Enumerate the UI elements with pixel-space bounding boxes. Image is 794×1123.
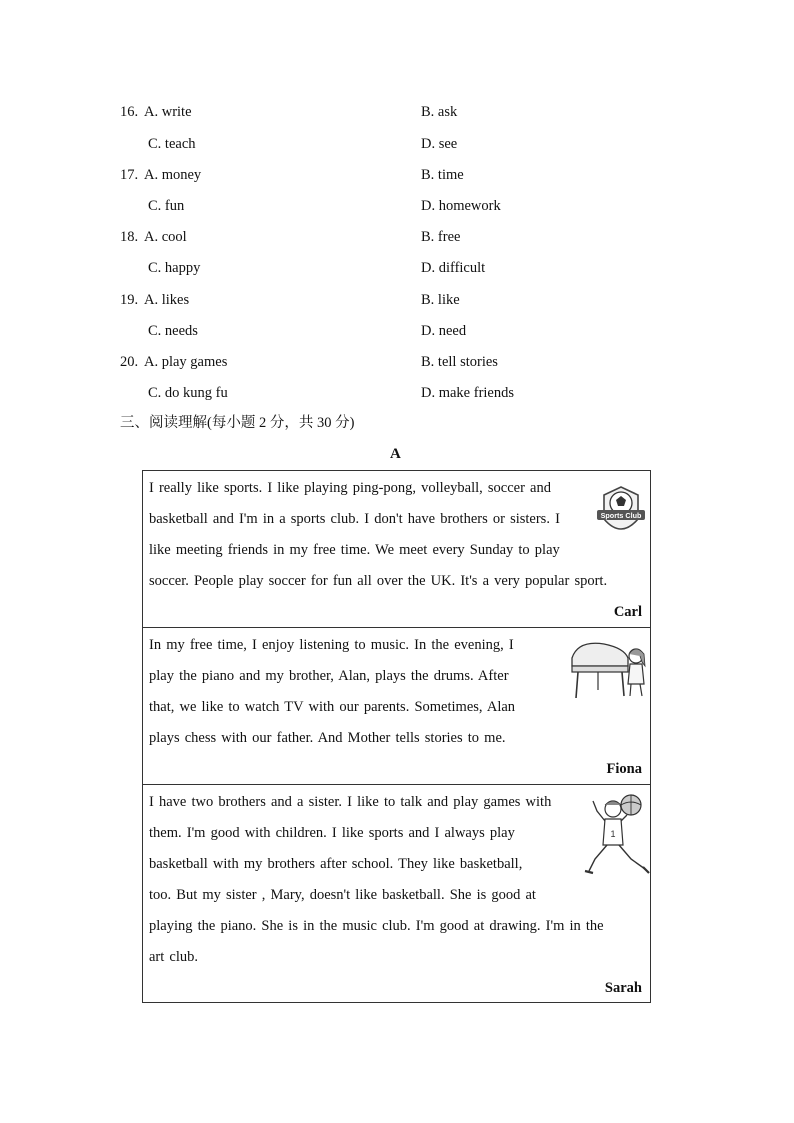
question-number: 19. xyxy=(120,292,139,308)
option-c: C. needs xyxy=(148,323,198,339)
passage-entry-fiona xyxy=(143,628,650,785)
option-a: A. play games xyxy=(144,354,228,370)
author-name: Fiona xyxy=(606,761,642,777)
option-b: B. ask xyxy=(421,104,458,120)
passage-line: that, we like to watch TV with our parents. Sometimes, Alan xyxy=(149,699,516,715)
passage-line: art club. xyxy=(149,949,199,965)
option-b: B. tell stories xyxy=(421,354,498,370)
question-number: 20. xyxy=(120,354,139,370)
passage-line: plays chess with our father. And Mother tells stories to me. xyxy=(149,730,506,746)
section-title: 三、阅读理解(每小题 2 分，共 30 分) xyxy=(120,415,355,431)
author-name: Carl xyxy=(613,604,642,620)
passage-entry-carl xyxy=(143,471,650,628)
badge-label: Sports Club xyxy=(600,511,642,520)
question-number: 17. xyxy=(120,167,139,183)
passage-table xyxy=(142,470,651,1003)
svg-text:1: 1 xyxy=(610,829,616,839)
author-name: Sarah xyxy=(604,980,642,996)
passage-letter: A xyxy=(390,446,401,462)
option-c: C. fun xyxy=(148,198,185,214)
option-d: D. homework xyxy=(421,198,501,214)
option-b: B. time xyxy=(421,167,464,183)
option-d: D. see xyxy=(421,136,458,152)
question-number: 18. xyxy=(120,229,139,245)
passage-line: soccer. People play soccer for fun all over the UK. It's a very popular sport. xyxy=(149,573,608,589)
option-c: C. teach xyxy=(148,136,196,152)
passage-line: like meeting friends in my free time. We meet every Sunday to play xyxy=(149,542,560,558)
passage-line: playing the piano. She is in the music club. I'm good at drawing. I'm in the xyxy=(149,918,604,934)
passage-line: basketball with my brothers after school. They like basketball, xyxy=(149,856,523,872)
option-a: A. money xyxy=(144,167,202,183)
passage-line: basketball and I'm in a sports club. I don't have brothers or sisters. I xyxy=(149,511,560,527)
option-d: D. difficult xyxy=(421,260,486,276)
option-c: C. happy xyxy=(148,260,201,276)
passage-line: play the piano and my brother, Alan, plays the drums. After xyxy=(149,668,509,684)
option-b: B. free xyxy=(421,229,461,245)
basketball-girl-icon xyxy=(583,793,651,881)
passage-line: I have two brothers and a sister. I like to talk and play games with xyxy=(149,794,552,810)
piano-girl-icon xyxy=(568,636,650,704)
sports-club-badge-icon xyxy=(596,483,646,541)
passage-line: I really like sports. I like playing ping-pong, volleyball, soccer and xyxy=(149,480,551,496)
passage-line: too. But my sister , Mary, doesn't like basketball. She is good at xyxy=(149,887,536,903)
option-d: D. need xyxy=(421,323,467,339)
passage-line: them. I'm good with children. I like sports and I always play xyxy=(149,825,515,841)
option-a: A. likes xyxy=(144,292,190,308)
option-d: D. make friends xyxy=(421,385,515,401)
passage-line: In my free time, I enjoy listening to music. In the evening, I xyxy=(149,637,514,653)
passage-entry-sarah xyxy=(143,785,650,1003)
option-a: A. cool xyxy=(144,229,187,245)
option-a: A. write xyxy=(144,104,192,120)
option-c: C. do kung fu xyxy=(148,385,228,401)
option-b: B. like xyxy=(421,292,460,308)
question-number: 16. xyxy=(120,104,139,120)
